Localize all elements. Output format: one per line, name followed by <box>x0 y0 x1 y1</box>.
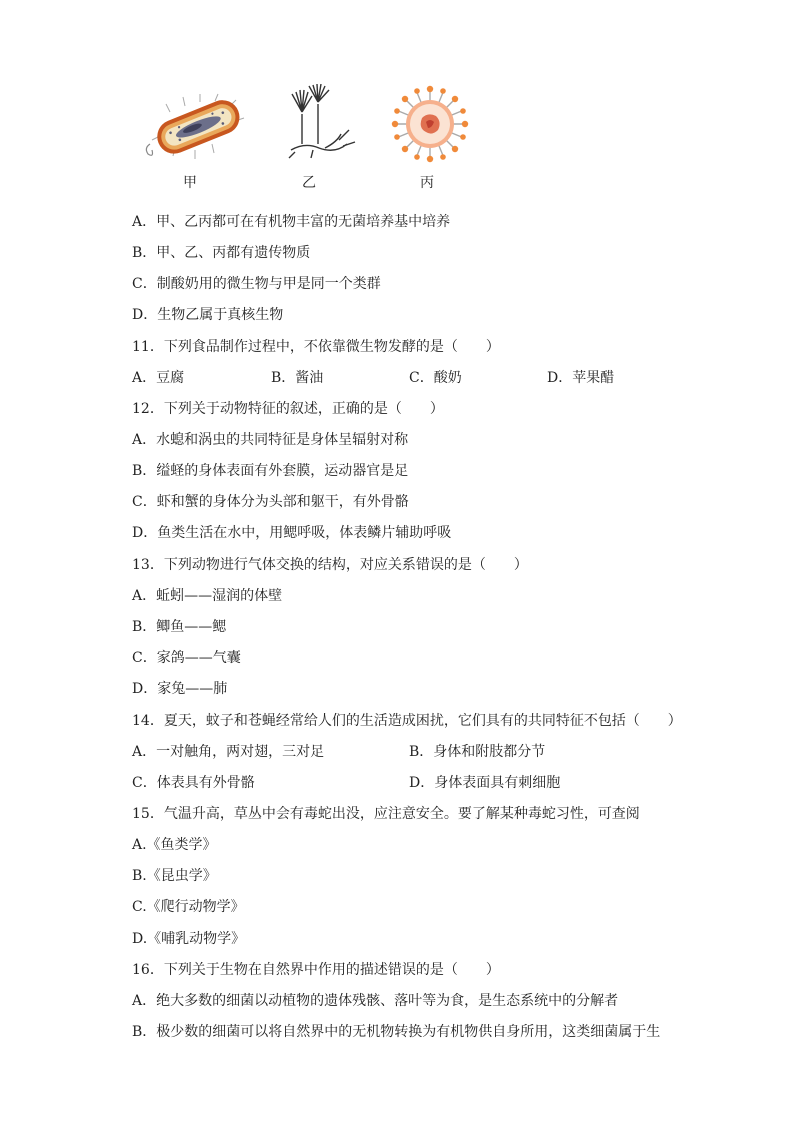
q13-option-c: C．家鸽——气囊 <box>132 650 241 666</box>
q14-option-d: D．身体表面具有刺细胞 <box>409 775 561 791</box>
bacterium-icon <box>140 92 245 162</box>
q10-option-d: D．生物乙属于真核生物 <box>132 307 284 323</box>
q11-option-d: D．苹果醋 <box>547 370 615 386</box>
q11-option-b: B．酱油 <box>271 370 324 386</box>
figure-label-bing: 丙 <box>420 175 434 191</box>
q14-option-b: B．身体和附肢都分节 <box>409 744 546 760</box>
q13-stem: 13．下列动物进行气体交换的结构，对应关系错误的是（ ） <box>132 557 528 573</box>
q13-option-b: B．鲫鱼——鳃 <box>132 619 227 635</box>
q12-option-a: A．水螅和涡虫的共同特征是身体呈辐射对称 <box>132 432 409 448</box>
virus-icon <box>390 84 470 164</box>
q15-option-b: B.《昆虫学》 <box>132 868 217 884</box>
figure-label-yi: 乙 <box>302 175 316 191</box>
q10-option-b: B．甲、乙、丙都有遗传物质 <box>132 245 311 261</box>
q15-option-c: C.《爬行动物学》 <box>132 899 245 915</box>
q16-option-a: A．绝大多数的细菌以动植物的遗体残骸、落叶等为食，是生态系统中的分解者 <box>132 993 619 1009</box>
mold-icon <box>285 84 365 164</box>
q13-option-d: D．家兔——肺 <box>132 681 228 697</box>
q11-option-a: A．豆腐 <box>132 370 185 386</box>
q11-option-c: C．酸奶 <box>409 370 462 386</box>
q14-option-c: C．体表具有外骨骼 <box>132 775 255 791</box>
figure-label-jia: 甲 <box>183 175 197 191</box>
q12-option-b: B．缢蛏的身体表面有外套膜，运动器官是足 <box>132 463 409 479</box>
q15-stem: 15．气温升高，草丛中会有毒蛇出没，应注意安全。要了解某种毒蛇习性，可查阅 <box>132 806 640 822</box>
q11-stem: 11．下列食品制作过程中，不依靠微生物发酵的是（ ） <box>132 339 500 355</box>
q12-option-d: D．鱼类生活在水中，用鳃呼吸，体表鳞片辅助呼吸 <box>132 525 452 541</box>
figure-row <box>140 84 480 194</box>
q16-stem: 16．下列关于生物在自然界中作用的描述错误的是（ ） <box>132 962 500 978</box>
q10-option-a: A．甲、乙丙都可在有机物丰富的无菌培养基中培养 <box>132 214 451 230</box>
q10-option-c: C．制酸奶用的微生物与甲是同一个类群 <box>132 276 381 292</box>
q14-option-a: A．一对触角，两对翅，三对足 <box>132 744 325 760</box>
q14-stem: 14．夏天，蚊子和苍蝇经常给人们的生活造成困扰，它们具有的共同特征不包括（ ） <box>132 713 682 729</box>
q16-option-b: B．极少数的细菌可以将自然界中的无机物转换为有机物供自身所用，这类细菌属于生 <box>132 1024 661 1040</box>
q12-stem: 12．下列关于动物特征的叙述，正确的是（ ） <box>132 401 444 417</box>
q12-option-c: C．虾和蟹的身体分为头部和躯干，有外骨骼 <box>132 494 409 510</box>
q13-option-a: A．蚯蚓——湿润的体壁 <box>132 588 283 604</box>
q15-option-d: D.《哺乳动物学》 <box>132 931 246 947</box>
q15-option-a: A.《鱼类学》 <box>132 837 217 853</box>
